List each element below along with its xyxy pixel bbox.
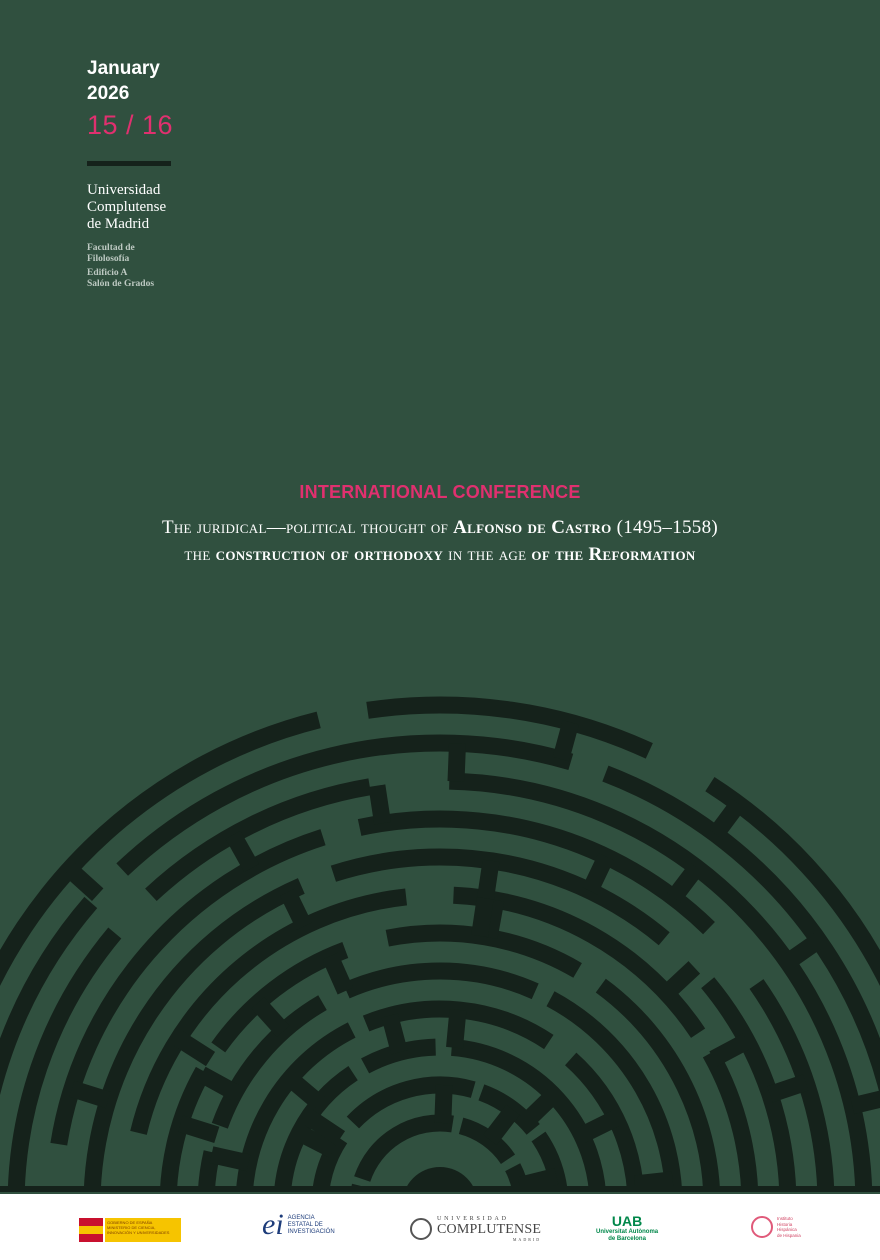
date-block (87, 56, 173, 142)
maze-spoke (520, 1176, 557, 1185)
maze-spoke (330, 956, 345, 991)
venue-block (87, 182, 166, 289)
maze-spoke (490, 1110, 513, 1140)
venue-line: de Madrid (87, 216, 150, 232)
maze-spoke (212, 1155, 249, 1163)
maze-spoke (288, 892, 305, 926)
date-divider (87, 161, 171, 166)
maze-spoke (852, 1097, 880, 1106)
date-year: 2026 (87, 83, 130, 104)
bottom-bar (0, 1186, 880, 1192)
gobierno-de-espana-ministerio-logo: GOBIERNO DE ESPAÑA MINISTERIO DE CIENCIA, INNOVACIÓN Y UNIVERSIDADES (79, 1218, 181, 1242)
title-line-2 (0, 541, 880, 568)
universidad-complutense-logo: UNIVERSIDAD COMPLUTENSE MADRID (410, 1216, 541, 1242)
maze-wall (353, 1085, 473, 1122)
title-plain: The juridical—political thought of (161, 517, 454, 538)
maze-wall (346, 971, 535, 991)
title-bold: construction of orthodoxy (215, 544, 444, 565)
maze-spoke (582, 1118, 616, 1135)
maze-spoke (443, 1085, 444, 1123)
date-days: 15 / 16 (87, 110, 174, 140)
maze-spoke (390, 1016, 400, 1053)
maze-spoke (456, 743, 458, 781)
maze-wall (122, 743, 571, 870)
maze-spoke (181, 1124, 217, 1135)
maze-spoke (674, 868, 697, 898)
instituto-historia-hispanica-logo: Instituto Historia Hispánica de Hispania (751, 1216, 801, 1238)
title-bold: Alfonso de Castro (453, 517, 612, 538)
title-line-1 (0, 514, 880, 541)
maze-spoke (179, 1039, 211, 1059)
maze-spoke (486, 861, 492, 899)
ihh-mark-icon (751, 1216, 773, 1238)
maze-spoke (561, 722, 571, 759)
room-line: Edificio A (87, 268, 128, 278)
maze-spoke (635, 1180, 673, 1184)
venue-line: Universidad (87, 182, 161, 198)
maze-spoke (526, 1095, 553, 1121)
maze-spoke (202, 1074, 235, 1092)
faculty-line: Filolosofía (87, 253, 130, 264)
title-plain: in the age (443, 544, 532, 565)
ucm-seal-icon (410, 1218, 432, 1240)
maze-spoke (590, 857, 606, 891)
maze-graphic (0, 690, 880, 1192)
maze-spoke (480, 898, 486, 936)
conference-label: INTERNATIONAL CONFERENCE (299, 482, 581, 502)
sponsor-footer (0, 1194, 880, 1260)
maze-spoke (716, 804, 739, 835)
uab-logo: UAB Universitat Autònoma de Barcelona (596, 1213, 659, 1242)
date-month: January (87, 58, 160, 79)
conference-title (0, 514, 880, 568)
title-years: (1495–1558) (611, 517, 719, 538)
maze-spoke (377, 786, 383, 824)
maze-spoke (667, 967, 695, 993)
maze-spoke (258, 1003, 284, 1031)
title-bold: of the Reformation (531, 544, 696, 565)
maze-spoke (788, 940, 819, 962)
title-plain: the (184, 544, 216, 565)
maze-spoke (713, 1041, 747, 1059)
maze-spoke (290, 1079, 319, 1104)
venue-line: Complutense (87, 199, 167, 215)
maze-spoke (233, 835, 252, 868)
maze-spoke (455, 1010, 459, 1048)
faculty-line: Facultad de (87, 243, 135, 253)
agencia-estatal-de-investigacion-logo: ei AGENCIA ESTATAL DE INVESTIGACIÓN (262, 1208, 335, 1241)
spain-shield-icon (79, 1218, 103, 1242)
maze-spoke (770, 1082, 806, 1094)
maze-spoke (70, 869, 98, 895)
room-line: Salón de Grados (87, 278, 155, 289)
maze-spoke (72, 1089, 108, 1100)
aei-mark-icon: ei (262, 1208, 284, 1241)
